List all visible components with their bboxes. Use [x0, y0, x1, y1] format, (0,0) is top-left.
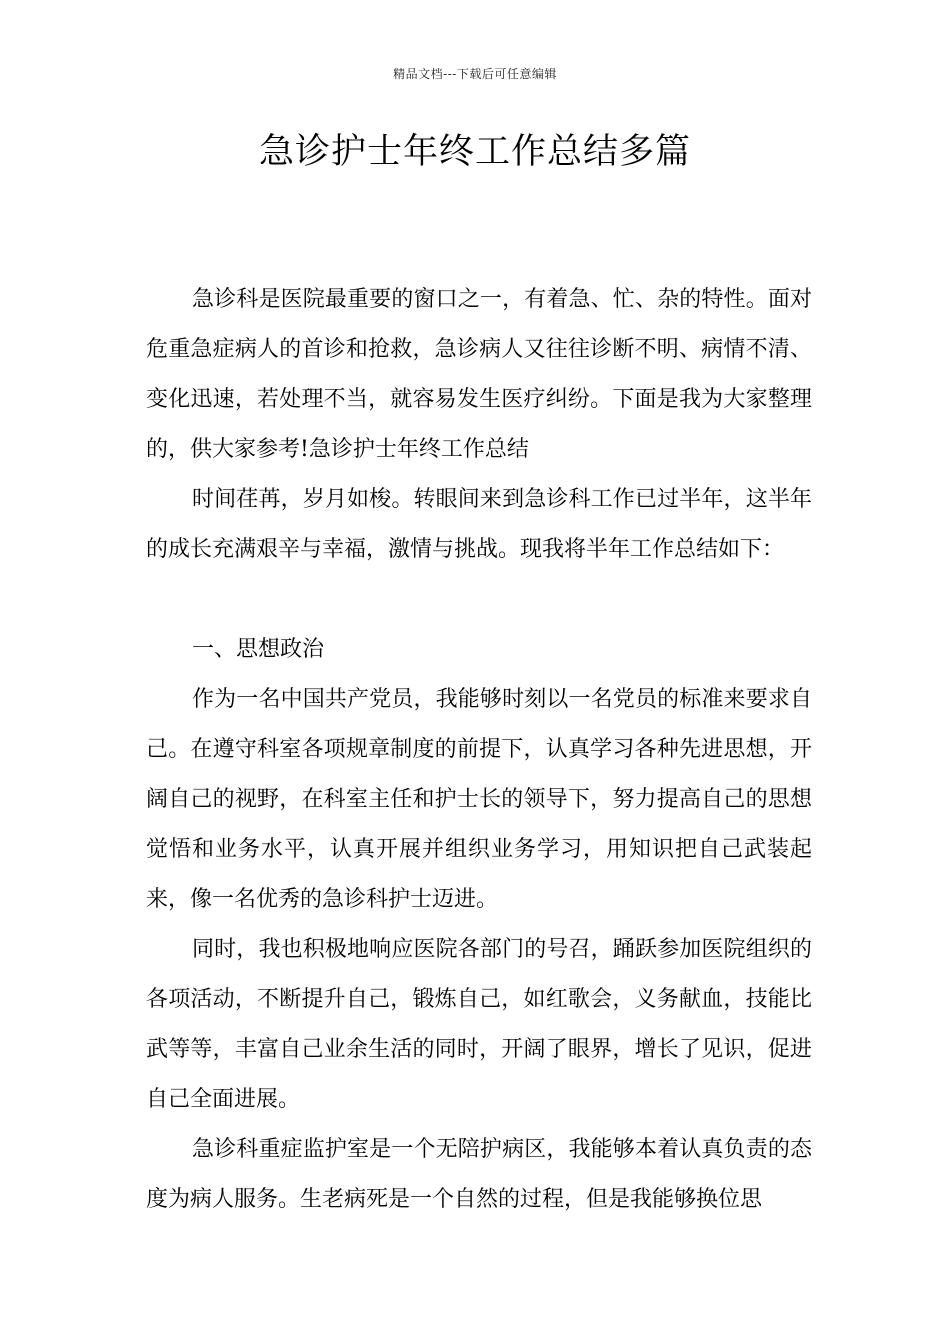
paragraph-party-member: 作为一名中国共产党员，我能够时刻以一名党员的标准来要求自己。在遵守科室各项规章制度的前提下，认真学习各种先进思想，开阔自己的视野，在科室主任和护士长的领导下，努力提高自己的思想觉悟和业务水平，认真开展并组织业务学习，用知识把自己武装起来，像一名优秀的急诊科护士迈进。	[146, 687, 812, 912]
document-body	[146, 275, 812, 1225]
paragraph-time: 时间荏苒，岁月如梭。转眼间来到急诊科工作已过半年，这半年的成长充满艰辛与幸福，激情与挑战。现我将半年工作总结如下：	[146, 487, 812, 562]
paragraph-activities: 同时，我也积极地响应医院各部门的号召，踊跃参加医院组织的各项活动，不断提升自己，锻炼自己，如红歌会，义务献血，技能比武等等，丰富自己业余生活的同时，开阔了眼界，增长了见识，促进自己全面进展。	[146, 937, 812, 1112]
document-title: 急诊护士年终工作总结多篇	[258, 132, 691, 172]
header-note: 精品文档---下载后可任意编辑	[393, 67, 557, 81]
section-heading-ideology: 一、思想政治	[192, 637, 325, 662]
paragraph-icu: 急诊科重症监护室是一个无陪护病区，我能够本着认真负责的态度为病人服务。生老病死是一个自然的过程，但是我能够换位思	[146, 1137, 812, 1212]
paragraph-intro: 急诊科是医院最重要的窗口之一，有着急、忙、杂的特性。面对危重急症病人的首诊和抢救，急诊病人又往往诊断不明、病情不清、变化迅速，若处理不当，就容易发生医疗纠纷。下面是我为大家整理的，供大家参考!急诊护士年终工作总结	[146, 287, 812, 462]
